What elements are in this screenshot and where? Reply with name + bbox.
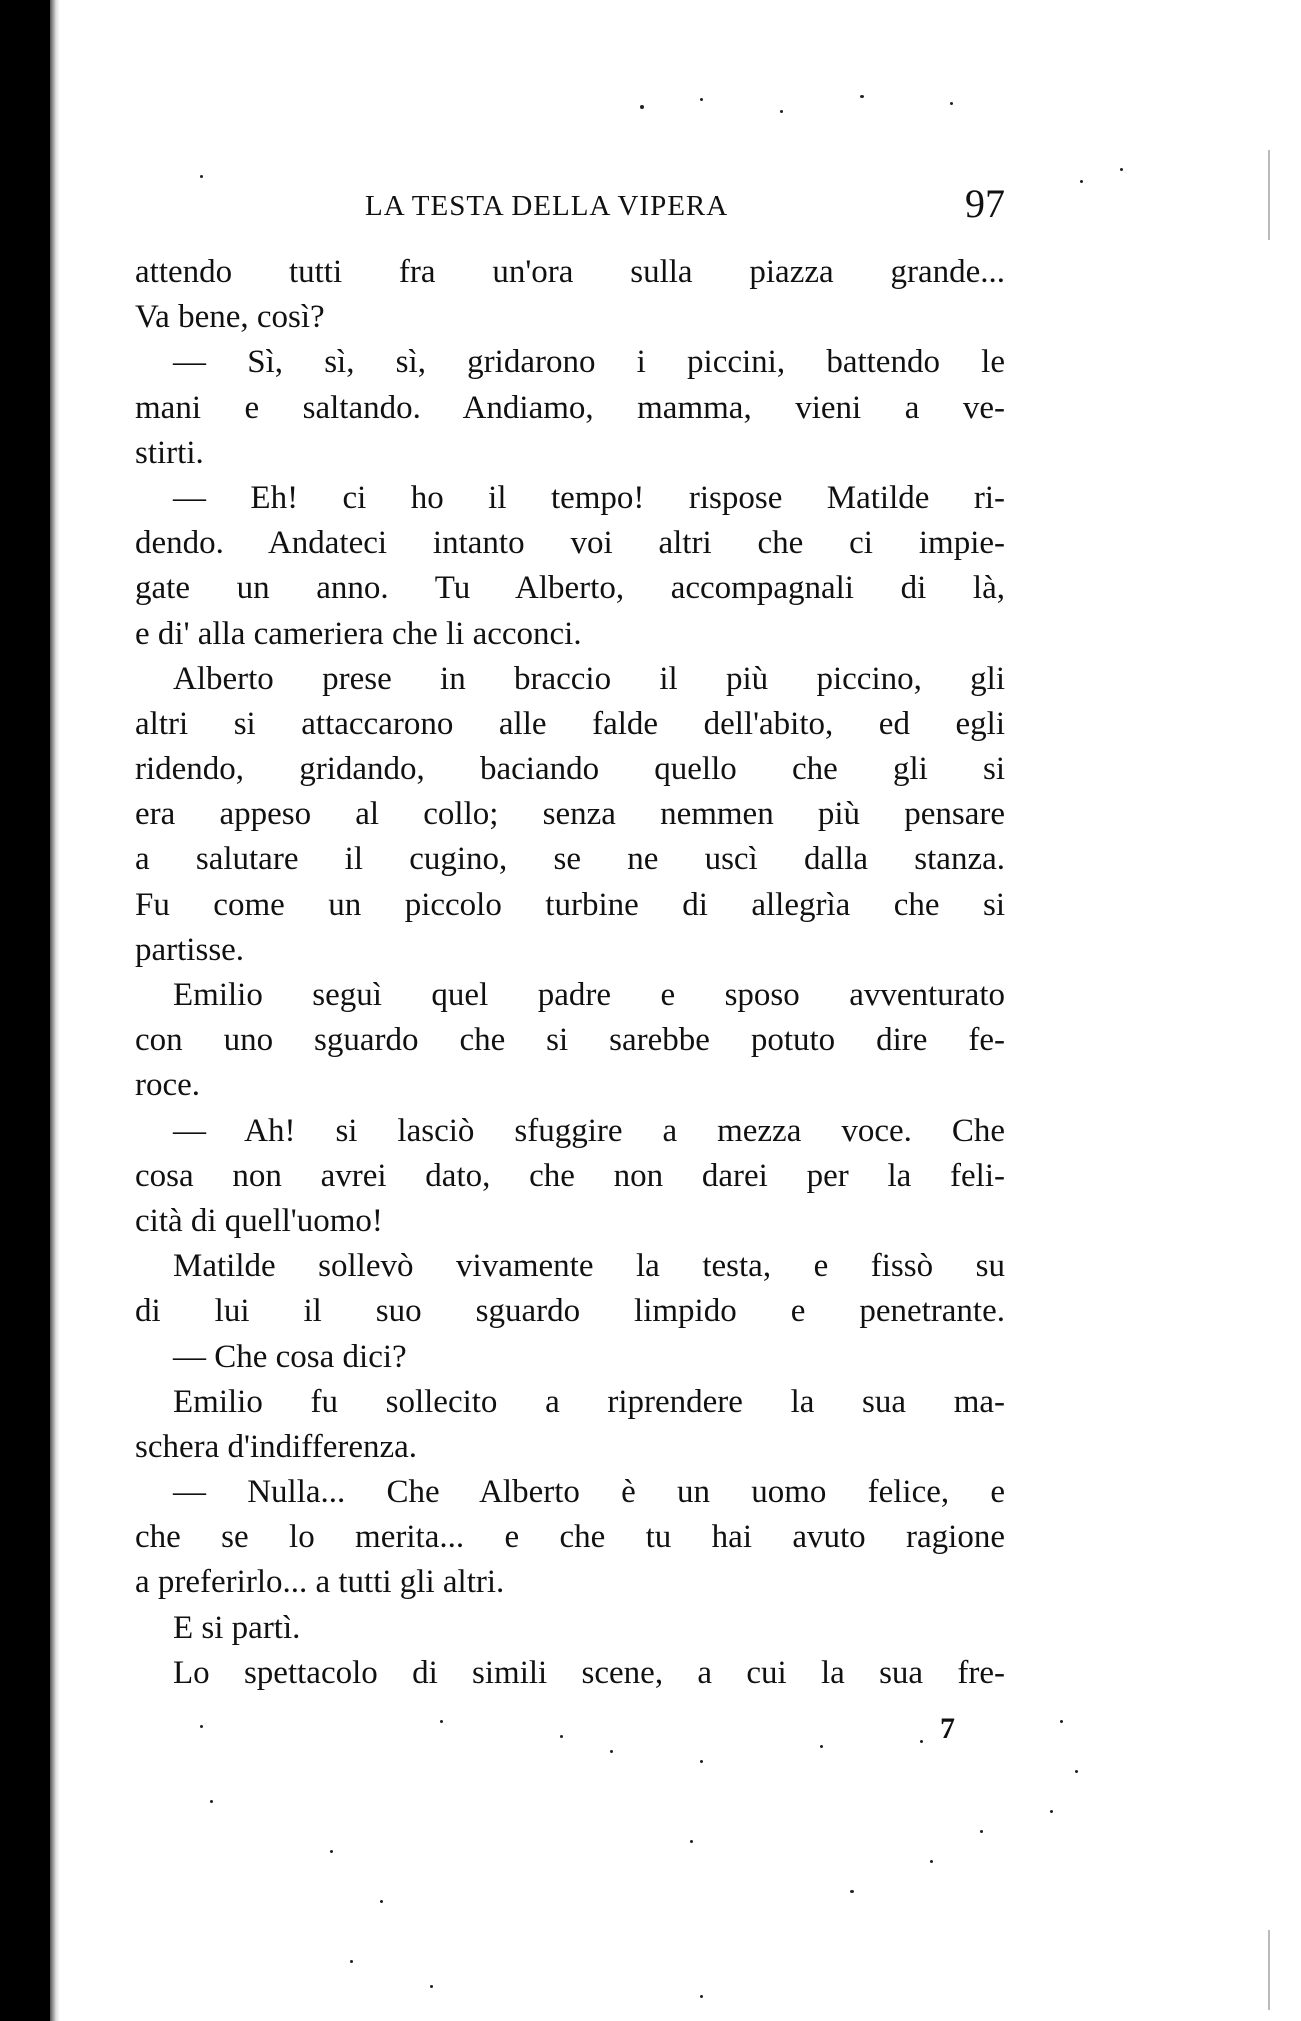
text-line: E si partì. xyxy=(173,1609,301,1646)
scan-speck xyxy=(200,1725,203,1728)
page-header xyxy=(135,180,1005,230)
scan-speck xyxy=(1050,1810,1053,1813)
text-line: schera d'indifferenza. xyxy=(135,1428,418,1465)
text-line: mani e saltando. Andiamo, mamma, vieni a ve- xyxy=(135,389,1005,426)
text-line: attendo tutti fra un'ora sulla piazza grande... xyxy=(135,254,1005,290)
scan-speck xyxy=(380,1900,383,1903)
page-edge-mark xyxy=(1268,150,1270,240)
text-line: stirti. xyxy=(135,434,204,471)
scan-speck xyxy=(200,175,203,178)
text-line: ridendo, gridando, baciando quello che gli si xyxy=(135,751,1005,788)
binding-shadow xyxy=(50,0,60,2021)
scan-speck xyxy=(330,1850,333,1853)
scan-speck xyxy=(1060,1720,1063,1723)
text-line: era appeso al collo; senza nemmen più pensare xyxy=(135,796,1005,833)
binding-edge xyxy=(0,0,50,2021)
scan-speck xyxy=(860,95,864,98)
scan-speck xyxy=(690,1840,693,1843)
scan-speck xyxy=(850,1890,854,1893)
text-line: cità di quell'uomo! xyxy=(135,1202,383,1239)
body-text xyxy=(135,250,1005,1696)
scan-speck xyxy=(780,110,783,113)
text-line: Matilde sollevò vivamente la testa, e fissò su xyxy=(173,1248,1005,1285)
text-line: e di' alla cameriera che li acconci. xyxy=(135,615,582,652)
text-line: cosa non avrei dato, che non darei per la feli- xyxy=(135,1157,1005,1194)
text-line: gate un anno. Tu Alberto, accompagnali di là, xyxy=(135,570,1005,607)
scan-speck xyxy=(920,1740,923,1743)
scan-speck xyxy=(1075,1770,1078,1773)
text-line: partisse. xyxy=(135,931,245,968)
text-line: Fu come un piccolo turbine di allegrìa che si xyxy=(135,886,1005,923)
text-line: dendo. Andateci intanto voi altri che ci impie- xyxy=(135,525,1005,562)
scan-speck xyxy=(700,1995,703,1998)
text-line: con uno sguardo che si sarebbe potuto dire fe- xyxy=(135,1022,1005,1059)
text-line: — Nulla... Che Alberto è un uomo felice, e xyxy=(173,1474,1005,1511)
scan-speck xyxy=(210,1800,213,1803)
scan-speck xyxy=(350,1960,353,1963)
scan-speck xyxy=(1080,180,1083,183)
scan-speck xyxy=(930,1860,933,1863)
text-line: che se lo merita... e che tu hai avuto ragione xyxy=(135,1519,1005,1556)
text-line: — Sì, sì, sì, gridarono i piccini, battendo le xyxy=(173,344,1005,381)
text-line: Emilio seguì quel padre e sposo avventurato xyxy=(173,977,1005,1013)
scan-speck xyxy=(640,105,644,109)
text-line: Lo spettacolo di simili scene, a cui la sua fre- xyxy=(173,1654,1005,1691)
scan-speck xyxy=(700,1760,703,1763)
text-line: Va bene, così? xyxy=(135,299,325,336)
page-number: 97 xyxy=(965,181,1005,226)
text-line: Alberto prese in braccio il più piccino, gli xyxy=(173,660,1005,697)
text-line: roce. xyxy=(135,1067,201,1104)
text-line: — Ah! si lasciò sfuggire a mezza voce. Che xyxy=(173,1112,1005,1149)
scan-speck xyxy=(440,1720,443,1723)
page-edge-mark xyxy=(1268,1930,1270,2010)
scan-speck xyxy=(610,1750,613,1753)
text-line: Emilio fu sollecito a riprendere la sua ma- xyxy=(173,1383,1005,1420)
scan-speck xyxy=(560,1735,563,1738)
text-line: — Che cosa dici? xyxy=(173,1338,407,1375)
text-line: a preferirlo... a tutti gli altri. xyxy=(135,1564,505,1601)
text-line: altri si attaccarono alle falde dell'abito, ed egli xyxy=(135,705,1005,742)
scan-speck xyxy=(1120,168,1123,171)
scan-speck xyxy=(980,1830,983,1833)
running-title: LA TESTA DELLA VIPERA xyxy=(365,190,729,222)
signature-mark: 7 xyxy=(940,1712,955,1745)
text-line: a salutare il cugino, se ne uscì dalla stanza. xyxy=(135,841,1005,878)
scan-speck xyxy=(950,102,953,105)
scan-speck xyxy=(820,1745,823,1748)
text-line: — Eh! ci ho il tempo! rispose Matilde ri- xyxy=(173,479,1005,516)
text-line: di lui il suo sguardo limpido e penetrante. xyxy=(135,1293,1005,1330)
scan-speck xyxy=(700,98,703,101)
scan-speck xyxy=(430,1985,433,1988)
